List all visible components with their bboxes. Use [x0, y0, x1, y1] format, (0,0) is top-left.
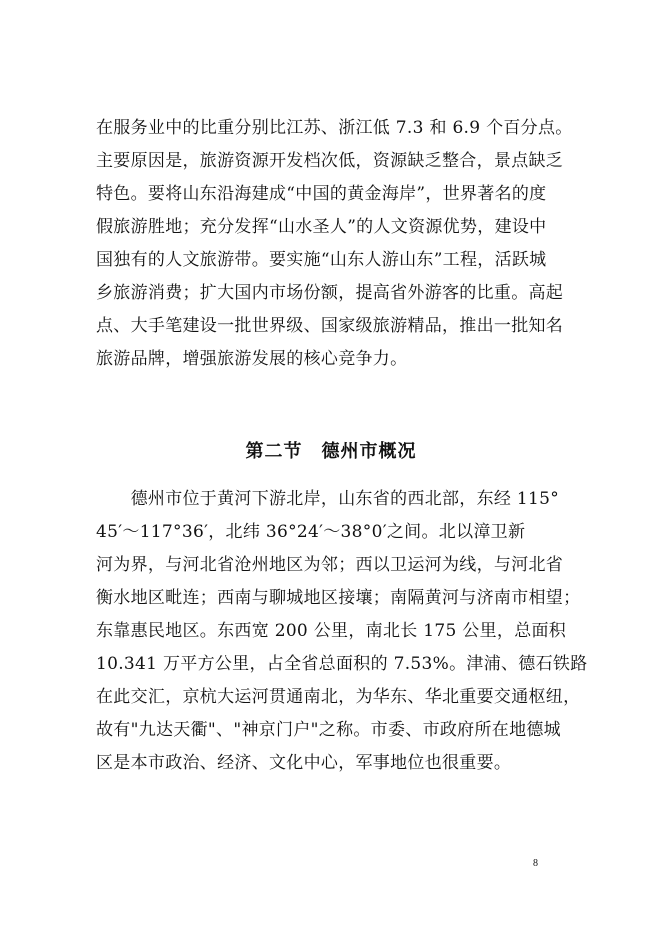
section-heading: 第二节 德州市概况 — [245, 441, 417, 462]
text-line: 特色。要将山东沿海建成“中国的黄金海岸”，世界著名的度 — [96, 184, 547, 204]
text-line: 区是本市政治、经济、文化中心，军事地位也很重要。 — [96, 753, 512, 773]
text-line: 故有"九达天衢"、"神京门户"之称。市委、市政府所在地德城 — [96, 720, 561, 740]
text-line: 德州市位于黄河下游北岸，山东省的西北部，东经 115° — [96, 489, 560, 509]
text-line: 旅游品牌，增强旅游发展的核心竞争力。 — [96, 349, 408, 369]
page-number: 8 — [533, 858, 538, 869]
text-line: 假旅游胜地；充分发挥“山水圣人”的人文资源优势，建设中 — [96, 217, 547, 237]
text-line: 在服务业中的比重分别比江苏、浙江低 7.3 和 6.9 个百分点。 — [96, 118, 573, 138]
text-line: 在此交汇，京杭大运河贯通南北，为华东、华北重要交通枢纽， — [96, 687, 581, 707]
text-line: 10.341 万平方公里，占全省总面积的 7.53%。津浦、德石铁路 — [96, 654, 588, 674]
text-line: 乡旅游消费；扩大国内市场份额，提高省外游客的比重。高起 — [96, 283, 564, 303]
text-line: 河为界，与河北省沧州地区为邻；西以卫运河为线，与河北省 — [96, 555, 564, 575]
text-line: 45′～117°36′，北纬 36°24′～38°0′之间。北以漳卫新 — [96, 522, 526, 542]
text-line: 东靠惠民地区。东西宽 200 公里，南北长 175 公里，总面积 — [96, 621, 567, 641]
text-line: 国独有的人文旅游带。要实施“山东人游山东”工程，活跃城 — [96, 250, 547, 270]
text-line: 主要原因是，旅游资源开发档次低，资源缺乏整合，景点缺乏 — [96, 151, 564, 171]
text-line: 点、大手笔建设一批世界级、国家级旅游精品，推出一批知名 — [96, 316, 564, 336]
text-line: 衡水地区毗连；西南与聊城地区接壤；南隔黄河与济南市相望； — [96, 588, 581, 608]
